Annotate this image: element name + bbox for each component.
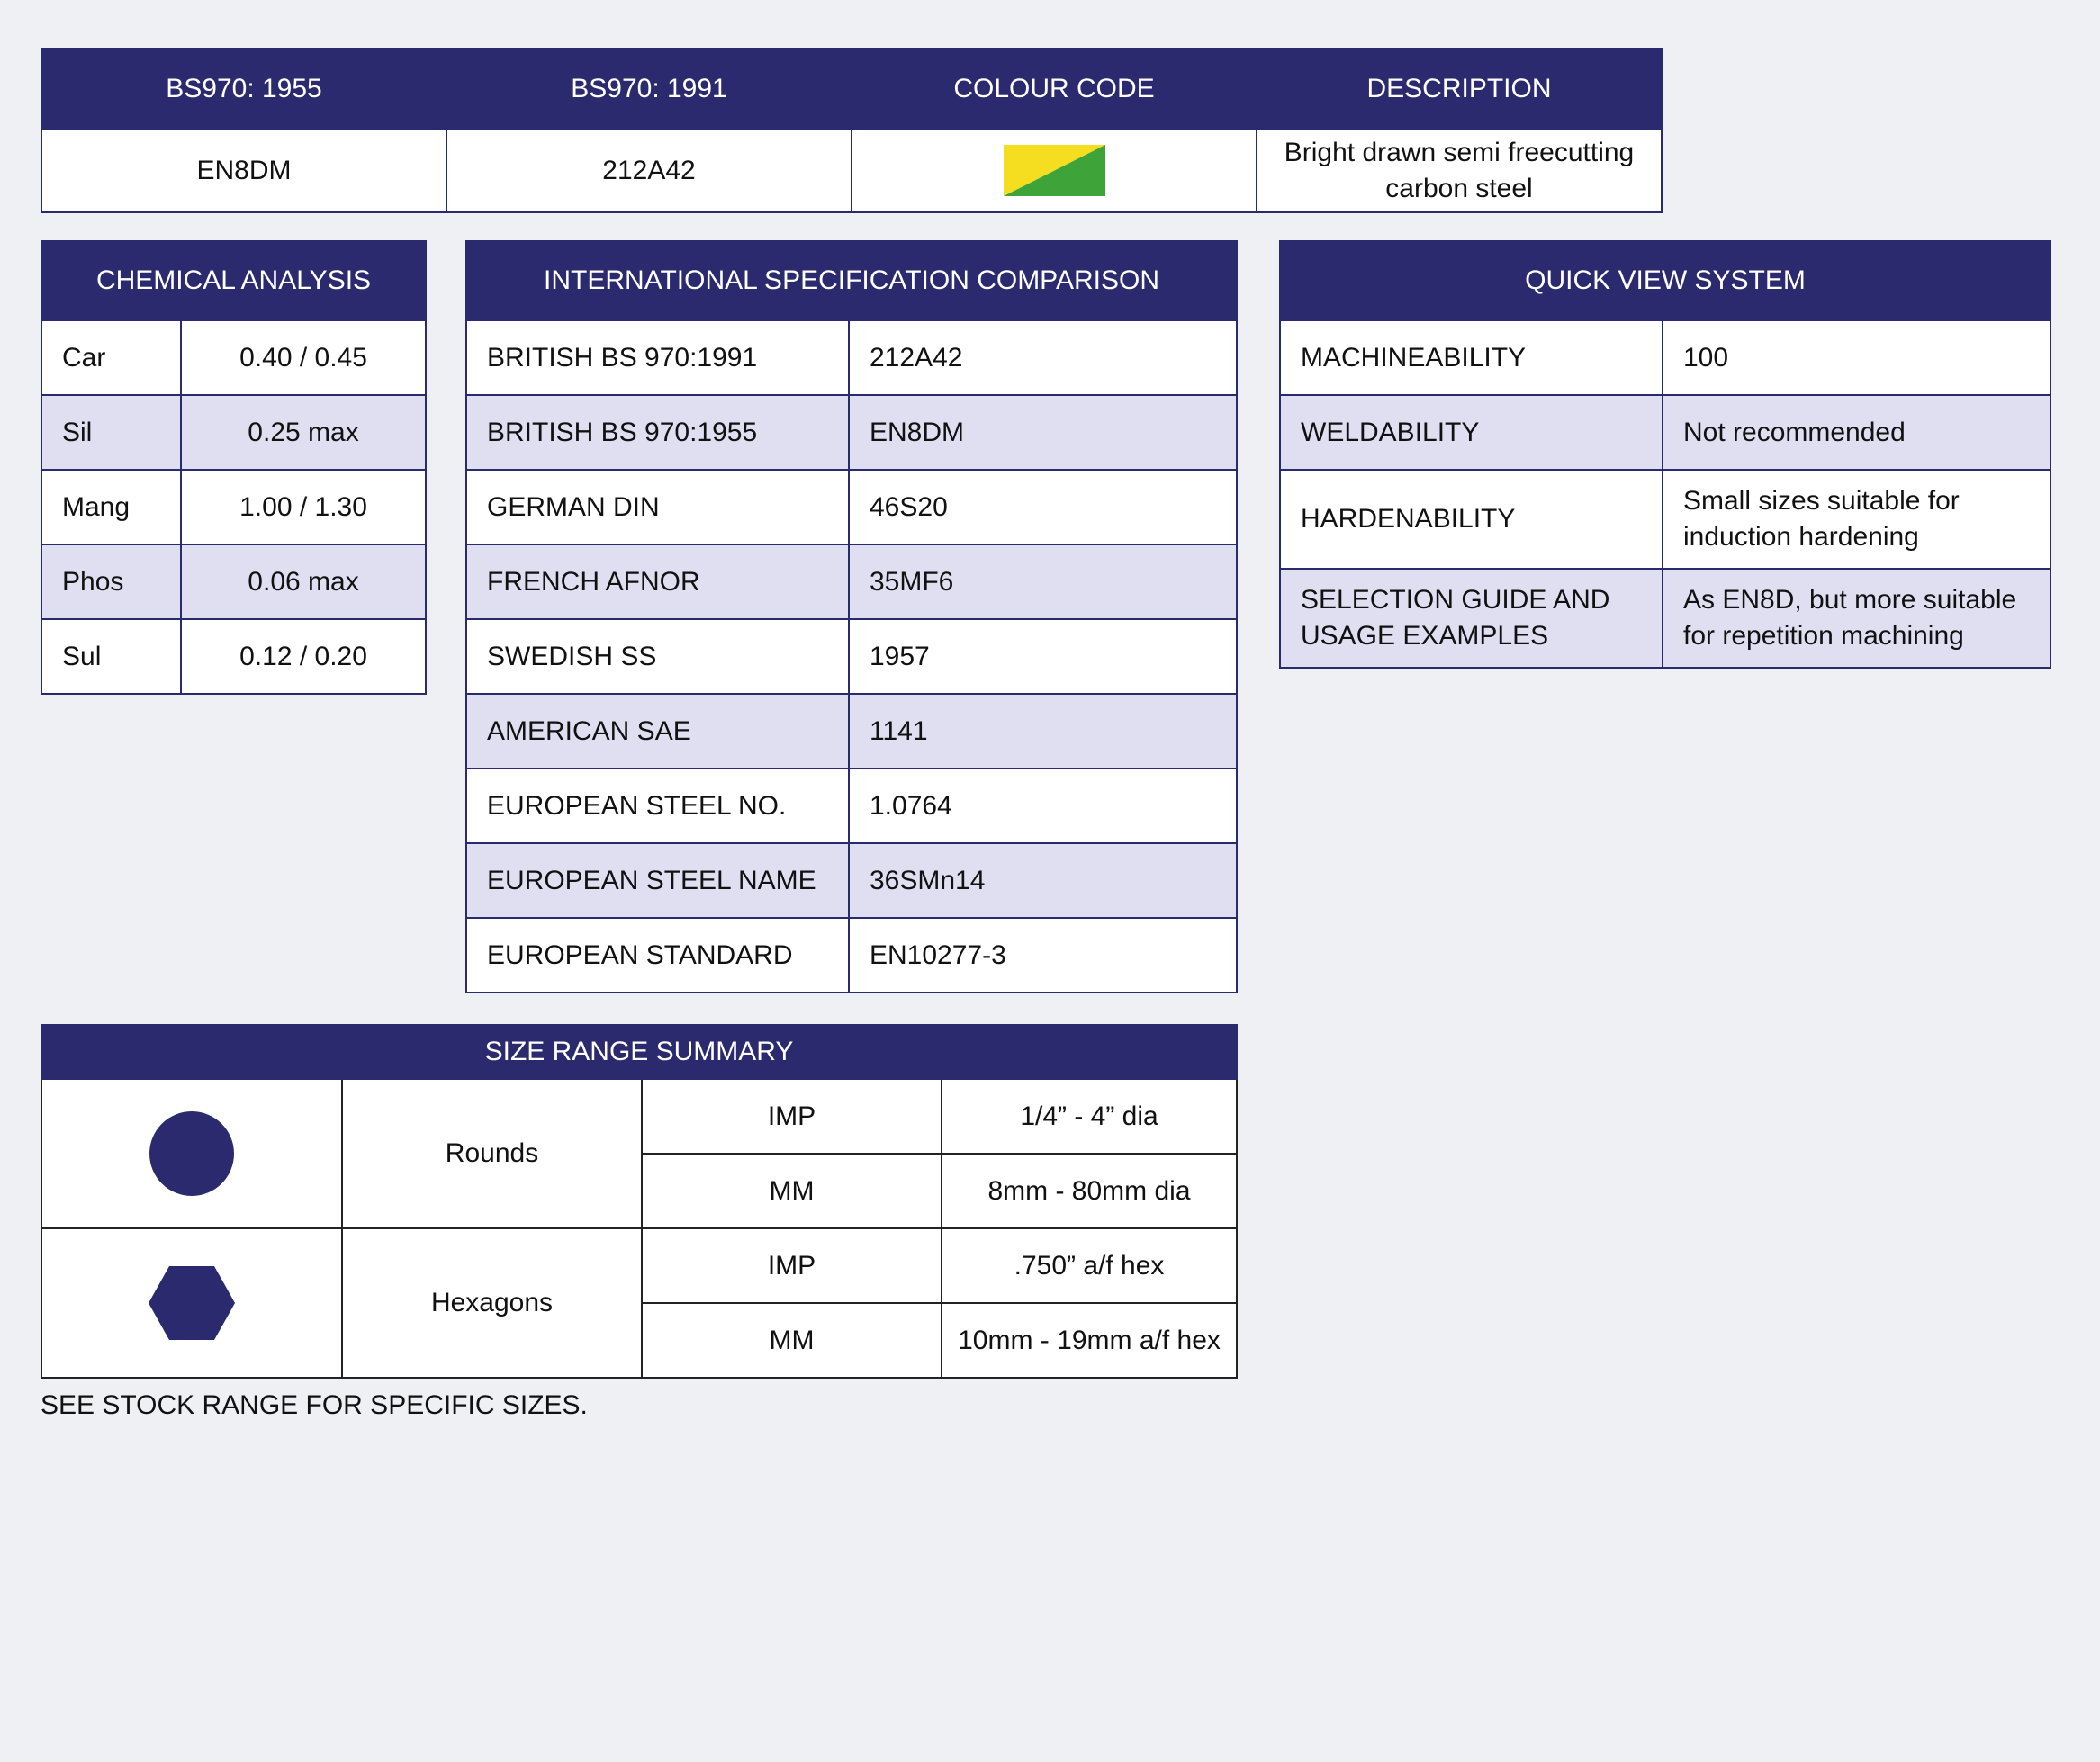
- property-name: MACHINEABILITY: [1280, 320, 1663, 395]
- international-spec-title: INTERNATIONAL SPECIFICATION COMPARISON: [466, 241, 1237, 320]
- property-name: HARDENABILITY: [1280, 470, 1663, 569]
- description-value: Bright drawn semi freecutting carbon steel: [1257, 129, 1662, 212]
- shape-icon-cell: [41, 1228, 342, 1378]
- table-row: [466, 694, 1237, 769]
- size-range-title: SIZE RANGE SUMMARY: [41, 1025, 1237, 1079]
- table-row: [41, 395, 426, 470]
- column-header-colour-code: COLOUR CODE: [852, 49, 1257, 129]
- size-unit: IMP: [642, 1228, 942, 1303]
- spec-standard: EUROPEAN STANDARD: [466, 918, 849, 993]
- international-spec-table: [465, 240, 1238, 993]
- table-row: [41, 619, 426, 694]
- element-name: Sil: [41, 395, 181, 470]
- bs1991-value: 212A42: [446, 129, 852, 212]
- table-row: [41, 1228, 1237, 1303]
- table-row: [1280, 320, 2050, 395]
- shape-name: Hexagons: [342, 1228, 642, 1378]
- table-row: [1280, 470, 2050, 569]
- yellow-green-diagonal-swatch: [1004, 145, 1105, 196]
- spec-standard: GERMAN DIN: [466, 470, 849, 544]
- spec-value: 35MF6: [849, 544, 1237, 619]
- spec-value: 46S20: [849, 470, 1237, 544]
- chemical-analysis-title: CHEMICAL ANALYSIS: [41, 241, 426, 320]
- column-header-bs1955: BS970: 1955: [41, 49, 446, 129]
- colour-code-cell: [852, 129, 1257, 212]
- element-value: 0.40 / 0.45: [181, 320, 426, 395]
- size-unit: IMP: [642, 1079, 942, 1154]
- table-row: [1280, 569, 2050, 668]
- hexagon-icon: [147, 1264, 237, 1342]
- size-range-value: 1/4” - 4” dia: [942, 1079, 1237, 1154]
- property-name: WELDABILITY: [1280, 395, 1663, 470]
- spec-value: 36SMn14: [849, 843, 1237, 918]
- property-value: 100: [1663, 320, 2050, 395]
- property-name: SELECTION GUIDE AND USAGE EXAMPLES: [1280, 569, 1663, 668]
- size-unit: MM: [642, 1154, 942, 1228]
- element-value: 0.25 max: [181, 395, 426, 470]
- element-value: 0.12 / 0.20: [181, 619, 426, 694]
- column-header-bs1991: BS970: 1991: [446, 49, 852, 129]
- spec-value: EN8DM: [849, 395, 1237, 470]
- spec-value: 1.0764: [849, 769, 1237, 843]
- table-row: [466, 619, 1237, 694]
- spec-standard: BRITISH BS 970:1955: [466, 395, 849, 470]
- spec-standard: FRENCH AFNOR: [466, 544, 849, 619]
- table-row: [466, 918, 1237, 993]
- table-row: [466, 320, 1237, 395]
- size-range-value: .750” a/f hex: [942, 1228, 1237, 1303]
- element-name: Mang: [41, 470, 181, 544]
- property-value: Not recommended: [1663, 395, 2050, 470]
- element-name: Phos: [41, 544, 181, 619]
- spec-value: EN10277-3: [849, 918, 1237, 993]
- spec-value: 1141: [849, 694, 1237, 769]
- element-name: Sul: [41, 619, 181, 694]
- shape-icon-cell: [41, 1079, 342, 1228]
- element-name: Car: [41, 320, 181, 395]
- spec-value: 212A42: [849, 320, 1237, 395]
- quick-view-table: [1279, 240, 2051, 669]
- quick-view-title: QUICK VIEW SYSTEM: [1280, 241, 2050, 320]
- circle-icon: [147, 1109, 237, 1199]
- element-value: 0.06 max: [181, 544, 426, 619]
- table-row: [41, 320, 426, 395]
- spec-standard: BRITISH BS 970:1991: [466, 320, 849, 395]
- material-summary-table: [41, 48, 1663, 213]
- size-range-table: [41, 1024, 1238, 1379]
- spec-standard: AMERICAN SAE: [466, 694, 849, 769]
- table-row: [466, 769, 1237, 843]
- size-range-value: 8mm - 80mm dia: [942, 1154, 1237, 1228]
- element-value: 1.00 / 1.30: [181, 470, 426, 544]
- table-row: [466, 843, 1237, 918]
- bs1955-value: EN8DM: [41, 129, 446, 212]
- spec-standard: SWEDISH SS: [466, 619, 849, 694]
- table-row: [41, 470, 426, 544]
- table-row: [466, 544, 1237, 619]
- table-row: [41, 1079, 1237, 1154]
- spec-value: 1957: [849, 619, 1237, 694]
- size-range-value: 10mm - 19mm a/f hex: [942, 1303, 1237, 1378]
- stock-range-footnote: SEE STOCK RANGE FOR SPECIFIC SIZES.: [41, 1390, 588, 1420]
- table-row: [466, 395, 1237, 470]
- table-row: [41, 544, 426, 619]
- property-value: Small sizes suitable for induction hardening: [1663, 470, 2050, 569]
- table-row: [466, 470, 1237, 544]
- property-value: As EN8D, but more suitable for repetition machining: [1663, 569, 2050, 668]
- column-header-description: DESCRIPTION: [1257, 49, 1662, 129]
- chemical-analysis-table: [41, 240, 427, 695]
- spec-standard: EUROPEAN STEEL NAME: [466, 843, 849, 918]
- shape-name: Rounds: [342, 1079, 642, 1228]
- table-row: [1280, 395, 2050, 470]
- spec-standard: EUROPEAN STEEL NO.: [466, 769, 849, 843]
- size-unit: MM: [642, 1303, 942, 1378]
